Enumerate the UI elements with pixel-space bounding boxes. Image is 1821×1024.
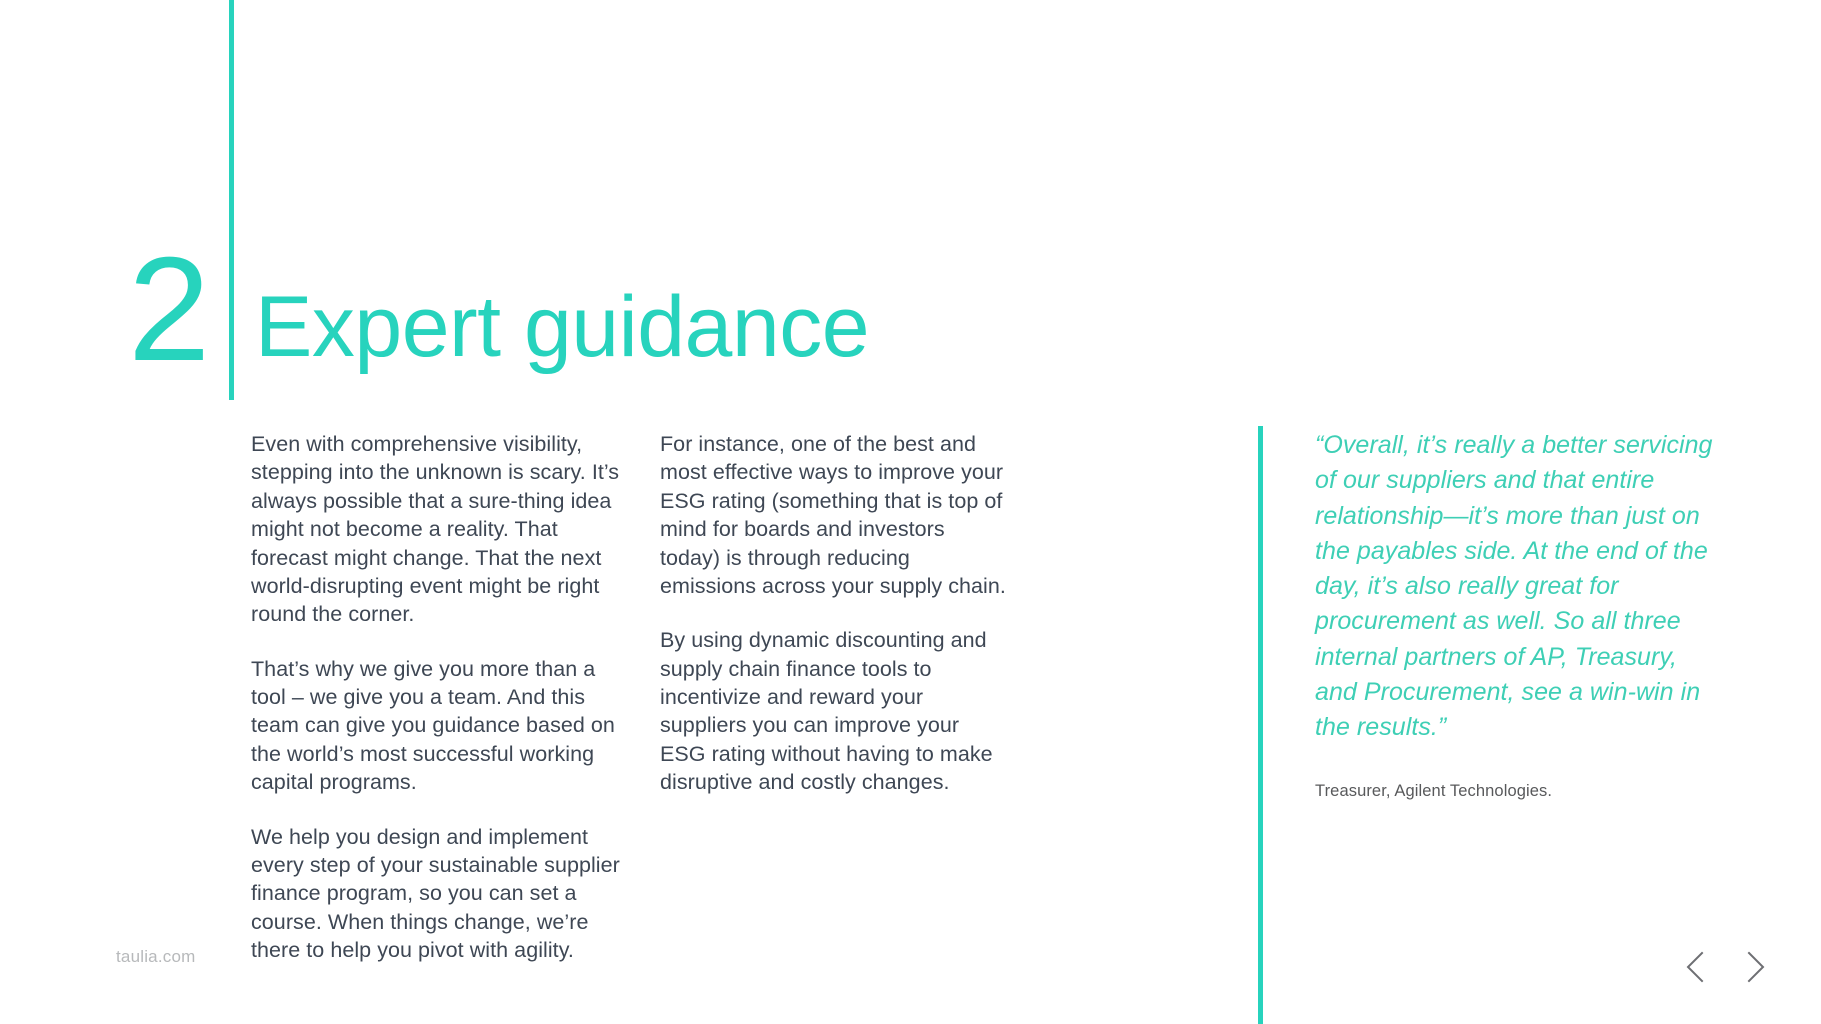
previous-slide-button[interactable] xyxy=(1680,945,1714,989)
page-title xyxy=(128,226,870,392)
paragraph: Even with comprehensive visibility, stepping into the unknown is scary. It’s always possible that a sure-thing idea might not become a reality. That forecast might change. That the next world-disrupting event might be right round the corner. xyxy=(251,432,620,627)
quote-attribution: Treasurer, Agilent Technologies. xyxy=(1315,782,1553,801)
paragraph: We help you design and implement every step of your sustainable supplier finance program, so you can set a course. When things change, we’re there to help you pivot with agility. xyxy=(251,824,620,962)
chevron-right-icon xyxy=(1737,945,1771,989)
paragraph: By using dynamic discounting and supply chain finance tools to incentivize and reward your suppliers you can improve your ESG rating without having to make disruptive and costly changes. xyxy=(660,628,993,795)
section-heading: Expert guidance xyxy=(255,279,870,375)
paragraph: For instance, one of the best and most effective ways to improve your ESG rating (something that is top of mind for boards and investors today) is through reducing emissions across your supply chain. xyxy=(660,432,1006,598)
quote-text: “Overall, it’s really a better servicing of our suppliers and that entire relationship—it’s more than just on the payables side. At the end of the day, it’s also really great for procurement as well. So all three internal partners of AP, Treasury, and Procurement, see a win-win in the results.” xyxy=(1315,431,1713,741)
footer-website-link[interactable]: taulia.com xyxy=(116,947,196,966)
section-number: 2 xyxy=(128,226,210,392)
accent-rule-right xyxy=(1258,426,1263,1024)
body-column-two xyxy=(660,430,1008,797)
body-column-one xyxy=(251,430,626,964)
pull-quote xyxy=(1315,428,1725,803)
chevron-left-icon xyxy=(1680,945,1714,989)
next-slide-button[interactable] xyxy=(1737,945,1771,989)
slide-navigation xyxy=(1680,945,1800,995)
paragraph: That’s why we give you more than a tool – we give you a team. And this team can give you guidance based on the world’s most successful working capital programs. xyxy=(251,656,615,795)
